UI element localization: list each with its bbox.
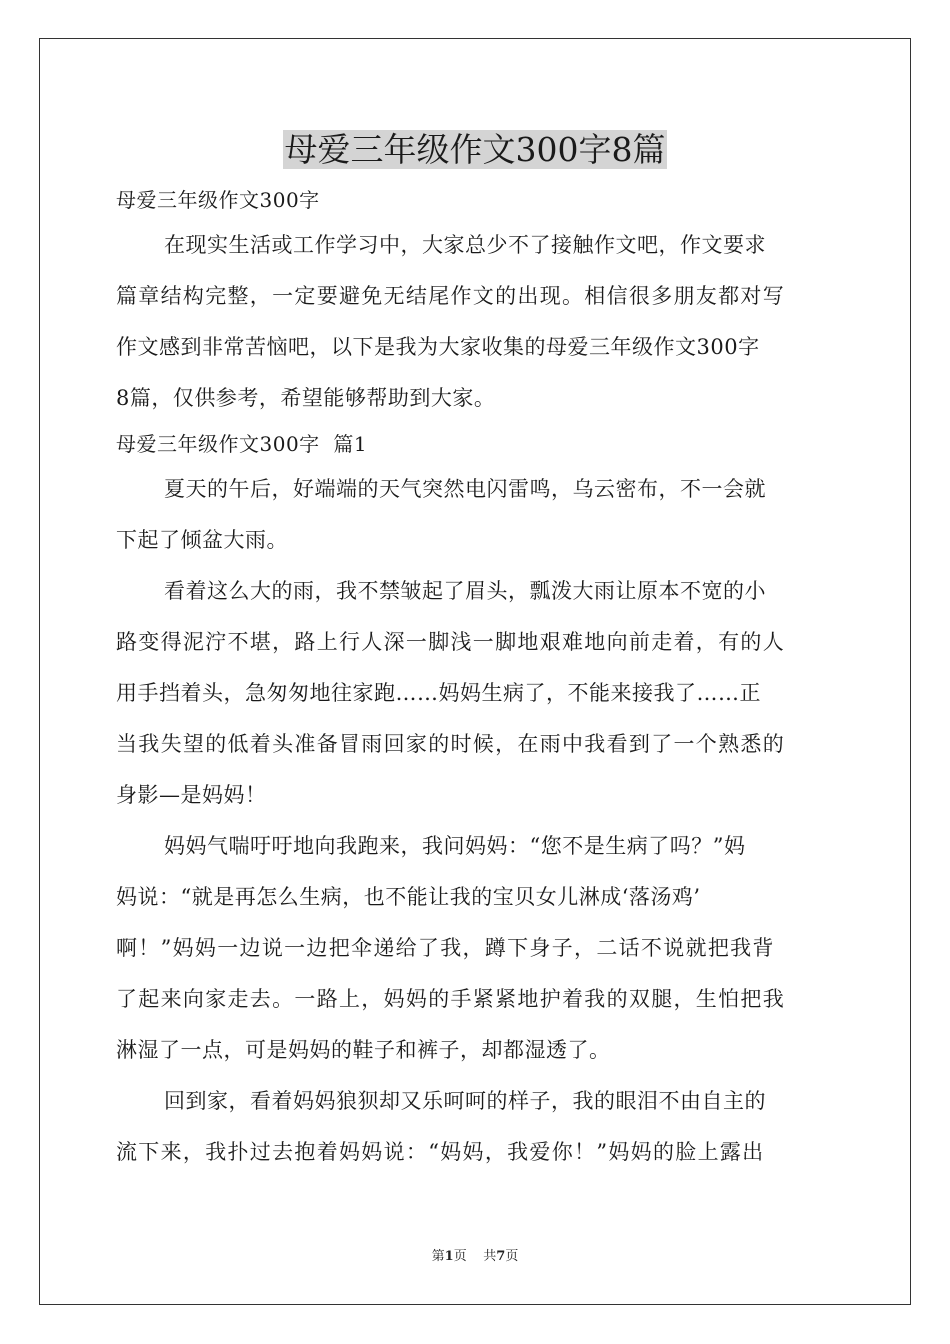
paragraph-line: 妈说：“就是再怎么生病，也不能让我的宝贝女儿淋成‘落汤鸡’ <box>116 885 701 909</box>
paragraph-line: 当我失望的低着头准备冒雨回家的时候，在雨中我看到了一个熟悉的 <box>116 732 785 756</box>
page-footer <box>0 1248 950 1266</box>
paragraph-line: 篇章结构完整，一定要避免无结尾作文的出现。相信很多朋友都对写 <box>116 284 785 308</box>
paragraph-line: 身影—是妈妈！ <box>116 783 267 807</box>
paragraph-line: 啊！”妈妈一边说一边把伞递给了我，蹲下身子，二话不说就把我背 <box>116 936 775 960</box>
footer-page-number: 1 <box>444 1249 454 1264</box>
document-body <box>116 180 838 1178</box>
paragraph-line: 淋湿了一点，可是妈妈的鞋子和裤子，却都湿透了。 <box>116 1038 611 1062</box>
paragraph-line: 夏天的午后，好端端的天气突然电闪雷鸣，乌云密布，不一会就 <box>164 477 766 501</box>
section-heading: 母爱三年级作文300字 篇1 <box>116 432 368 456</box>
paragraph-line: 流下来，我扑过去抱着妈妈说：“妈妈，我爱你！”妈妈的脸上露出 <box>116 1140 765 1164</box>
footer-total-prefix: 共 <box>483 1249 497 1264</box>
footer-prefix: 第 <box>431 1249 445 1264</box>
document-title-text: 母爱三年级作文300字8篇 <box>284 130 666 169</box>
footer-total-unit: 页 <box>505 1249 519 1264</box>
paragraph-line: 下起了倾盆大雨。 <box>116 528 288 552</box>
paragraph-line: 回到家，看着妈妈狼狈却又乐呵呵的样子，我的眼泪不由自主的 <box>164 1089 766 1113</box>
paragraph-line: 了起来向家走去。一路上，妈妈的手紧紧地护着我的双腿，生怕把我 <box>116 987 785 1011</box>
paragraph-line: 妈妈气喘吁吁地向我跑来，我问妈妈：“您不是生病了吗？”妈 <box>164 834 746 858</box>
footer-total-pages: 7 <box>496 1249 506 1264</box>
document-title <box>0 128 950 172</box>
section-heading: 母爱三年级作文300字 <box>116 188 320 212</box>
paragraph-line: 作文感到非常苦恼吧，以下是我为大家收集的母爱三年级作文300字 <box>116 335 760 359</box>
paragraph-line: 用手挡着头，急匆匆地往家跑……妈妈生病了，不能来接我了……正 <box>116 681 761 705</box>
paragraph-line: 路变得泥泞不堪，路上行人深一脚浅一脚地艰难地向前走着，有的人 <box>116 630 785 654</box>
paragraph-line: 8篇，仅供参考，希望能够帮助到大家。 <box>116 386 496 410</box>
paragraph-line: 在现实生活或工作学习中，大家总少不了接触作文吧，作文要求 <box>164 233 766 257</box>
paragraph-line: 看着这么大的雨，我不禁皱起了眉头，瓢泼大雨让原本不宽的小 <box>164 579 766 603</box>
footer-page-unit: 页 <box>453 1249 467 1264</box>
